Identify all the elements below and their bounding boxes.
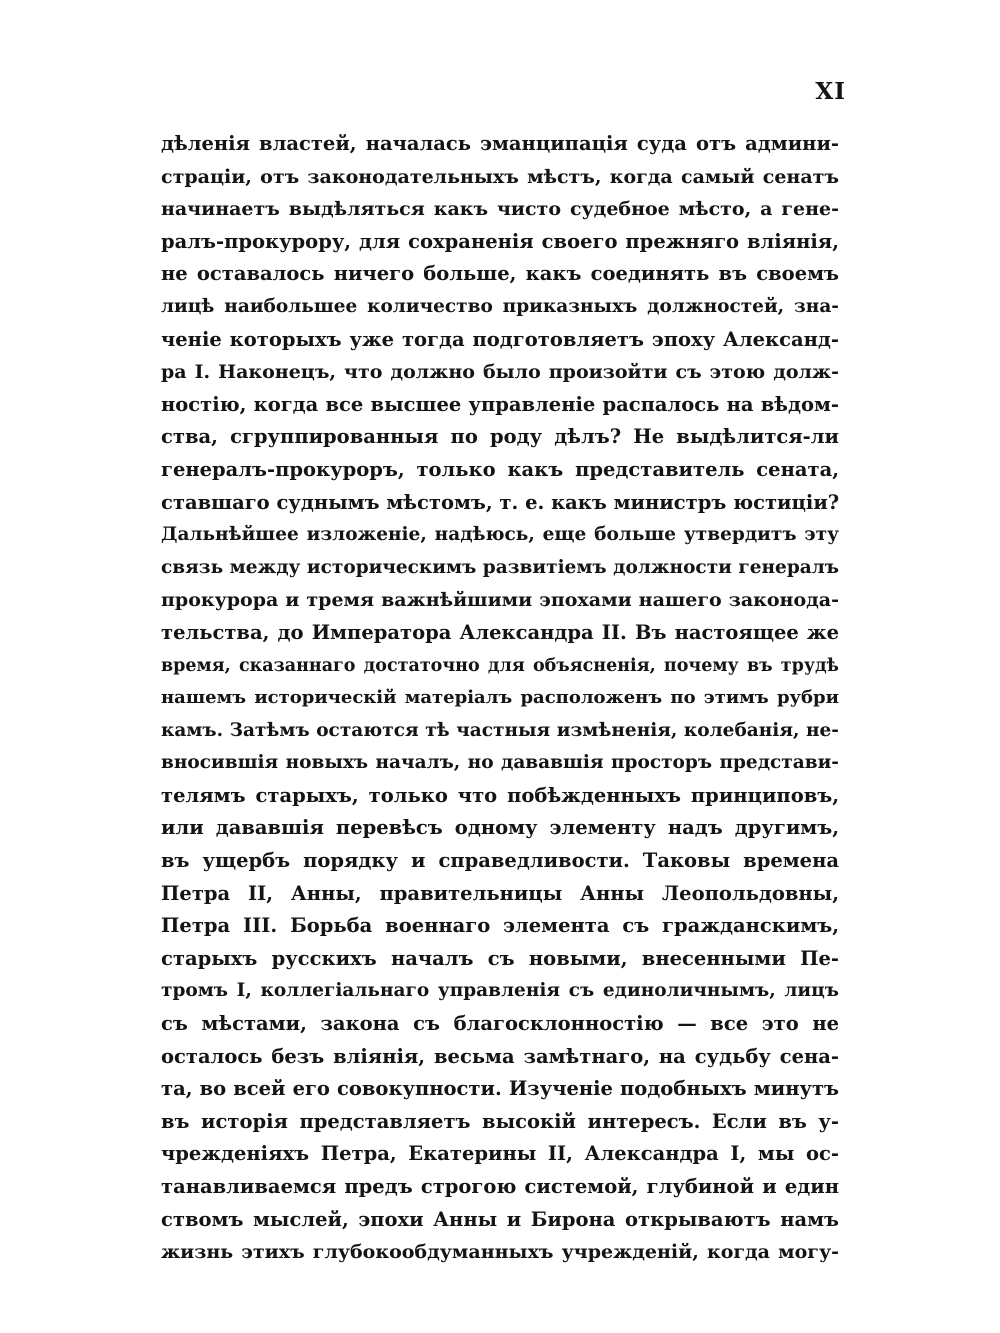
text-line: та, во всей его совокупности. Изученіе подобныхъ минутъ — [161, 1077, 839, 1101]
text-line: генералъ-прокуроръ, только какъ представитель сената, — [161, 457, 839, 481]
text-line: тельства, до Императора Александра II. Въ настоящее же — [161, 620, 839, 644]
text-line: дѣленія властей, началась эманципація суда отъ админи- — [161, 132, 839, 155]
text-line: ра I. Наконецъ, что должно было произойти съ этою долж- — [161, 361, 839, 384]
text-line: Петра II, Анны, правительницы Анны Леопольдовны, — [161, 881, 839, 905]
text-line: въ исторія представляетъ высокій интересъ. Если въ у- — [161, 1109, 839, 1133]
text-line: танавливаемся предъ строгою системой, глубиной и един — [161, 1175, 839, 1198]
text-line: ченіе которыхъ уже тогда подготовляетъ эпоху Александ- — [161, 327, 839, 351]
text-line: страціи, отъ законодательныхъ мѣстъ, когда самый сенатъ — [161, 165, 839, 188]
text-line: осталось безъ вліянія, весьма замѣтнаго, на судьбу сена- — [161, 1044, 839, 1068]
text-line: съ мѣстами, закона съ благосклонностію — все это не — [161, 1012, 839, 1036]
text-line: въ ущербъ порядку и справедливости. Таковы времена — [161, 849, 839, 873]
body-text — [161, 128, 839, 1269]
text-line: лицѣ наибольшее количество приказныхъ должностей, зна- — [161, 295, 839, 317]
text-line: Петра III. Борьба военнаго элемента съ гражданскимъ, — [161, 914, 839, 938]
text-line: начинаетъ выдѣляться какъ чисто судебное мѣсто, а гене- — [161, 198, 839, 221]
page-number: XI — [815, 78, 846, 105]
text-line: нашемъ историческій матеріалъ расположенъ по этимъ рубри — [161, 687, 839, 709]
text-line: или дававшія перевѣсъ одному элементу надъ другимъ, — [161, 816, 839, 840]
text-line: время, сказаннаго достаточно для объясненія, почему въ трудѣ — [161, 655, 839, 676]
text-line: жизнь этихъ глубокообдуманныхъ учрежденій, когда могу- — [161, 1241, 839, 1264]
text-line: ства, сгруппированныя по роду дѣлъ? Не выдѣлится-ли — [161, 425, 839, 449]
text-line: телямъ старыхъ, только что побѣжденныхъ принциповъ, — [161, 783, 839, 807]
text-line: Дальнѣйшее изложеніе, надѣюсь, еще больше утвердитъ эту — [161, 524, 839, 546]
text-line: ставшаго суднымъ мѣстомъ, т. е. какъ министръ юстиціи? — [161, 490, 839, 514]
text-line: камъ. Затѣмъ остаются тѣ частныя измѣненія, колебанія, не- — [161, 719, 839, 741]
text-line: ствомъ мыслей, эпохи Анны и Бирона открываютъ намъ — [161, 1207, 839, 1231]
text-line: вносившія новыхъ началъ, но дававшія просторъ представи- — [161, 752, 839, 774]
text-line: ностію, когда все высшее управленіе распалось на вѣдом- — [161, 392, 839, 416]
text-line: не оставалось ничего больше, какъ соединять въ своемъ — [161, 262, 839, 286]
text-line: чрежденіяхъ Петра, Екатерины II, Александра I, мы ос- — [161, 1142, 839, 1166]
text-line: старыхъ русскихъ началъ съ новыми, внесенными Пе- — [161, 946, 839, 970]
text-line: связь между историческимъ развитіемъ должности генералъ — [161, 556, 839, 578]
text-line: ралъ-прокурору, для сохраненія своего прежняго вліянія, — [161, 229, 839, 253]
text-line: прокурора и тремя важнѣйшими эпохами нашего законода- — [161, 589, 839, 612]
text-line: тромъ I, коллегіальнаго управленія съ единоличнымъ, лицъ — [161, 980, 839, 1002]
